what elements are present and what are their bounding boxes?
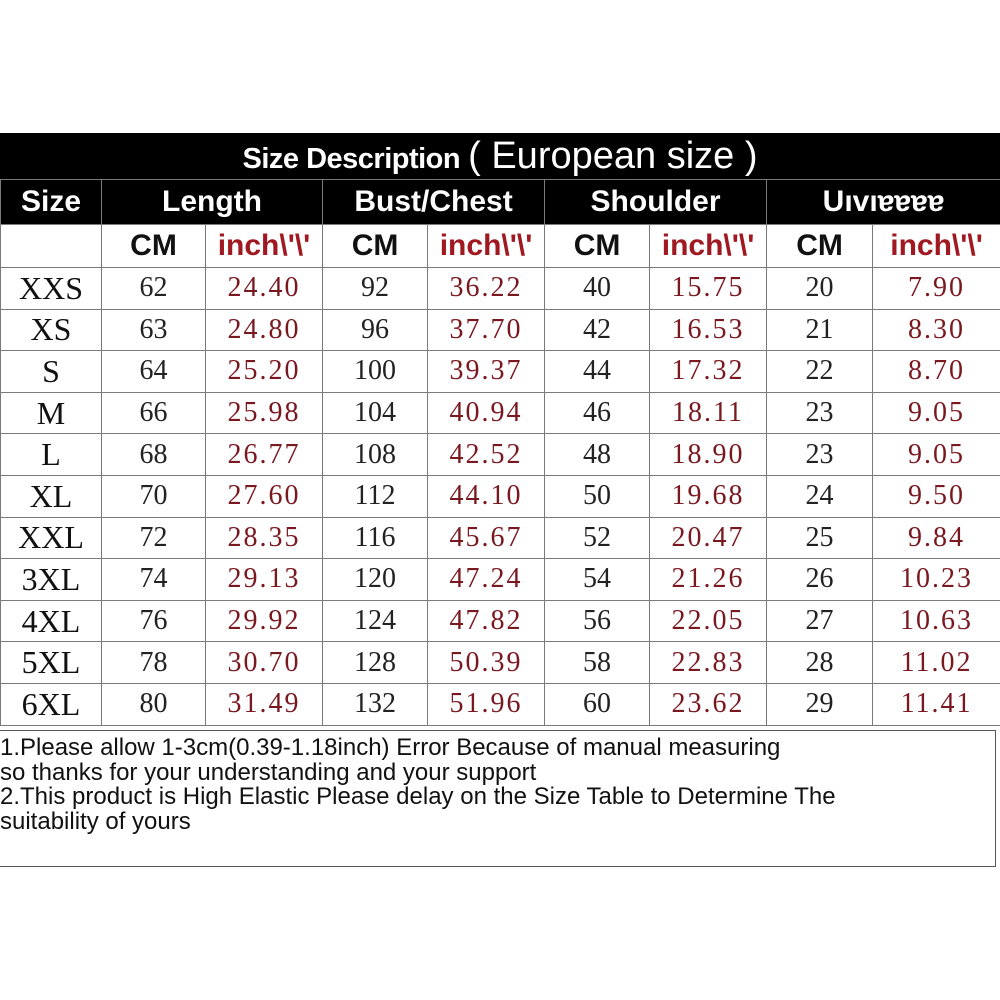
cell-length-inch: 27.60 — [206, 475, 323, 517]
cell-sleeve-cm: 24 — [767, 475, 873, 517]
unit-inch: inch\'\' — [428, 225, 545, 268]
notes-box — [0, 730, 996, 867]
cell-shoulder-inch: 15.75 — [650, 268, 767, 310]
cell-sleeve-cm: 26 — [767, 559, 873, 601]
table-row — [1, 392, 1000, 434]
size-chart — [0, 133, 1000, 869]
note-line: 1.Please allow 1-3cm(0.39-1.18inch) Error Because of manual measuring — [0, 734, 781, 761]
cell-shoulder-cm: 60 — [545, 683, 650, 725]
cell-bust-cm: 128 — [323, 642, 428, 684]
cell-size: 4XL — [1, 600, 102, 642]
cell-length-cm: 80 — [102, 683, 206, 725]
cell-bust-cm: 104 — [323, 392, 428, 434]
cell-length-cm: 66 — [102, 392, 206, 434]
chart-title: Size Description — [242, 143, 461, 175]
cell-bust-cm: 100 — [323, 351, 428, 393]
note-line: so thanks for your understanding and your support — [0, 758, 537, 786]
cell-shoulder-cm: 52 — [545, 517, 650, 559]
cell-sleeve-cm: 27 — [767, 600, 873, 642]
cell-sleeve-inch: 8.70 — [873, 351, 1000, 393]
cell-bust-cm: 116 — [323, 517, 428, 559]
cell-length-cm: 68 — [102, 434, 206, 476]
cell-sleeve-inch: 9.50 — [873, 475, 1000, 517]
cell-bust-cm: 120 — [323, 559, 428, 601]
table-row — [1, 683, 1000, 725]
cell-bust-inch: 40.94 — [428, 392, 545, 434]
cell-sleeve-inch: 9.84 — [873, 517, 1000, 559]
table-row — [1, 642, 1000, 684]
cell-sleeve-cm: 20 — [767, 268, 873, 310]
cell-size: XS — [1, 309, 102, 351]
cell-shoulder-cm: 40 — [545, 268, 650, 310]
table-row — [1, 434, 1000, 476]
unit-cm: CM — [767, 225, 873, 268]
table-row — [1, 309, 1000, 351]
cell-bust-cm: 132 — [323, 683, 428, 725]
cell-length-cm: 70 — [102, 475, 206, 517]
cell-bust-inch: 50.39 — [428, 642, 545, 684]
cell-length-cm: 62 — [102, 268, 206, 310]
size-rows — [1, 268, 1000, 726]
cell-bust-inch: 45.67 — [428, 517, 545, 559]
cell-sleeve-cm: 22 — [767, 351, 873, 393]
note-line: 2.This product is High Elastic Please delay on the Size Table to Determine The — [0, 783, 836, 810]
unit-blank — [1, 225, 102, 268]
cell-size: XL — [1, 475, 102, 517]
table-row — [1, 351, 1000, 393]
cell-sleeve-inch: 10.23 — [873, 559, 1000, 601]
cell-shoulder-cm: 50 — [545, 475, 650, 517]
cell-size: 6XL — [1, 683, 102, 725]
unit-inch: inch\'\' — [873, 225, 1000, 268]
cell-length-cm: 78 — [102, 642, 206, 684]
cell-sleeve-cm: 23 — [767, 434, 873, 476]
cell-bust-inch: 37.70 — [428, 309, 545, 351]
cell-sleeve-inch: 7.90 — [873, 268, 1000, 310]
cell-sleeve-cm: 25 — [767, 517, 873, 559]
note-line: suitability of yours — [0, 807, 191, 835]
cell-bust-inch: 36.22 — [428, 268, 545, 310]
cell-size: 5XL — [1, 642, 102, 684]
cell-shoulder-cm: 54 — [545, 559, 650, 601]
cell-length-inch: 25.20 — [206, 351, 323, 393]
cell-bust-inch: 42.52 — [428, 434, 545, 476]
cell-length-inch: 26.77 — [206, 434, 323, 476]
header-bust: Bust/Chest — [323, 180, 545, 225]
cell-bust-inch: 47.82 — [428, 600, 545, 642]
cell-sleeve-inch: 11.02 — [873, 642, 1000, 684]
cell-size: 3XL — [1, 559, 102, 601]
cell-shoulder-inch: 18.90 — [650, 434, 767, 476]
cell-bust-cm: 112 — [323, 475, 428, 517]
cell-size: M — [1, 392, 102, 434]
cell-sleeve-inch: 11.41 — [873, 683, 1000, 725]
table-row — [1, 268, 1000, 310]
cell-shoulder-inch: 19.68 — [650, 475, 767, 517]
title-bar — [0, 133, 1000, 179]
cell-length-cm: 72 — [102, 517, 206, 559]
chart-subtitle: ( European size ) — [468, 135, 758, 177]
cell-bust-inch: 39.37 — [428, 351, 545, 393]
cell-shoulder-inch: 16.53 — [650, 309, 767, 351]
cell-length-cm: 74 — [102, 559, 206, 601]
cell-sleeve-cm: 28 — [767, 642, 873, 684]
cell-shoulder-inch: 20.47 — [650, 517, 767, 559]
cell-size: XXL — [1, 517, 102, 559]
cell-length-inch: 29.92 — [206, 600, 323, 642]
cell-length-inch: 24.80 — [206, 309, 323, 351]
unit-row — [1, 225, 1000, 268]
cell-size: L — [1, 434, 102, 476]
cell-shoulder-inch: 22.05 — [650, 600, 767, 642]
header-shoulder: Shoulder — [545, 180, 767, 225]
cell-sleeve-inch: 9.05 — [873, 434, 1000, 476]
cell-length-inch: 30.70 — [206, 642, 323, 684]
cell-length-cm: 76 — [102, 600, 206, 642]
cell-shoulder-cm: 44 — [545, 351, 650, 393]
header-sleeve: Uıvıɐɐɐɐ — [767, 180, 1000, 225]
table-row — [1, 559, 1000, 601]
unit-cm: CM — [545, 225, 650, 268]
cell-length-cm: 63 — [102, 309, 206, 351]
column-header-row — [1, 180, 1000, 225]
cell-length-inch: 25.98 — [206, 392, 323, 434]
cell-length-cm: 64 — [102, 351, 206, 393]
table-row — [1, 475, 1000, 517]
cell-shoulder-inch: 22.83 — [650, 642, 767, 684]
cell-size: S — [1, 351, 102, 393]
cell-shoulder-cm: 48 — [545, 434, 650, 476]
unit-cm: CM — [102, 225, 206, 268]
cell-size: XXS — [1, 268, 102, 310]
unit-inch: inch\'\' — [206, 225, 323, 268]
cell-bust-cm: 108 — [323, 434, 428, 476]
unit-cm: CM — [323, 225, 428, 268]
cell-shoulder-inch: 18.11 — [650, 392, 767, 434]
header-size: Size — [1, 180, 102, 225]
cell-sleeve-cm: 21 — [767, 309, 873, 351]
table-row — [1, 600, 1000, 642]
cell-bust-cm: 96 — [323, 309, 428, 351]
cell-sleeve-cm: 23 — [767, 392, 873, 434]
cell-shoulder-inch: 23.62 — [650, 683, 767, 725]
header-length: Length — [102, 180, 323, 225]
cell-shoulder-cm: 46 — [545, 392, 650, 434]
cell-sleeve-inch: 8.30 — [873, 309, 1000, 351]
cell-bust-inch: 51.96 — [428, 683, 545, 725]
size-table — [0, 179, 1000, 726]
cell-shoulder-inch: 17.32 — [650, 351, 767, 393]
cell-shoulder-cm: 56 — [545, 600, 650, 642]
cell-shoulder-inch: 21.26 — [650, 559, 767, 601]
cell-sleeve-inch: 10.63 — [873, 600, 1000, 642]
cell-length-inch: 31.49 — [206, 683, 323, 725]
cell-bust-inch: 44.10 — [428, 475, 545, 517]
cell-shoulder-cm: 42 — [545, 309, 650, 351]
table-row — [1, 517, 1000, 559]
cell-bust-cm: 124 — [323, 600, 428, 642]
cell-length-inch: 29.13 — [206, 559, 323, 601]
cell-length-inch: 24.40 — [206, 268, 323, 310]
cell-bust-inch: 47.24 — [428, 559, 545, 601]
cell-sleeve-inch: 9.05 — [873, 392, 1000, 434]
cell-sleeve-cm: 29 — [767, 683, 873, 725]
unit-inch: inch\'\' — [650, 225, 767, 268]
cell-bust-cm: 92 — [323, 268, 428, 310]
cell-shoulder-cm: 58 — [545, 642, 650, 684]
cell-length-inch: 28.35 — [206, 517, 323, 559]
